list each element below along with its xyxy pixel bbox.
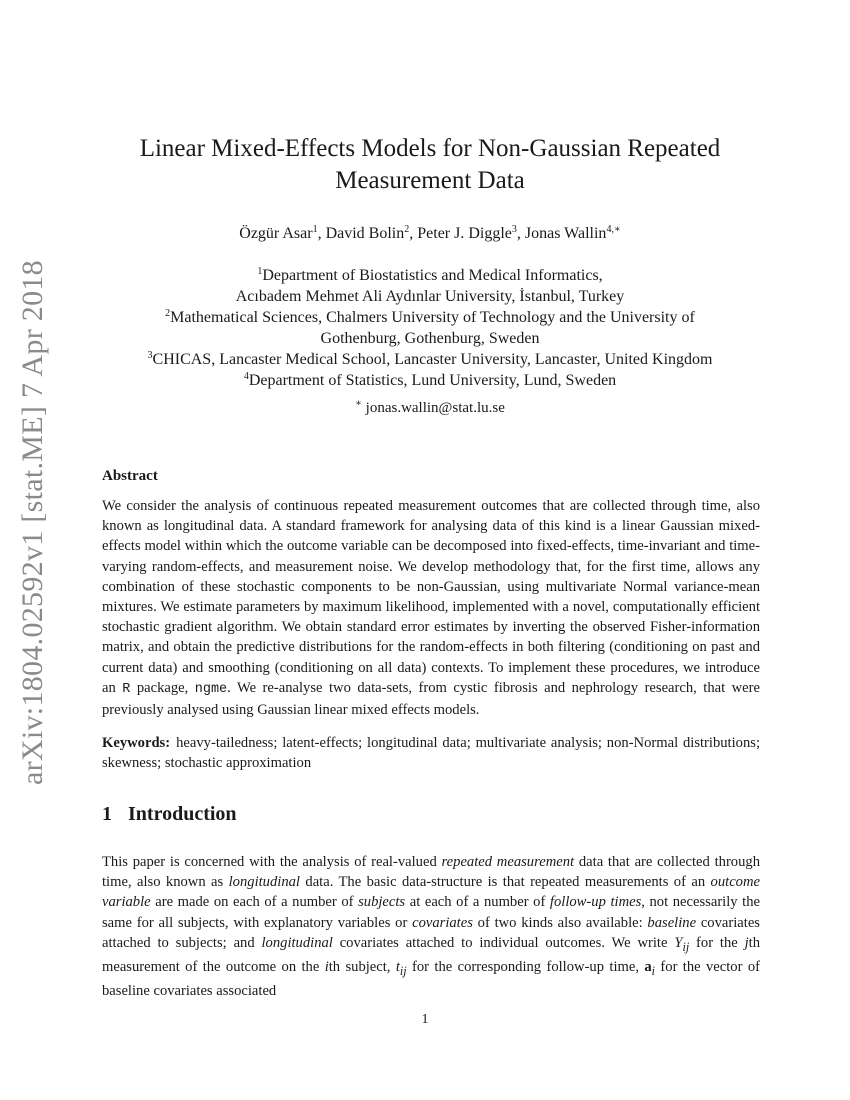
abstract-heading: Abstract [102, 468, 158, 484]
math-i: i [324, 958, 329, 975]
introduction-paragraph: This paper is concerned with the analysis of real-valued repeated measurement data that are collected through time, also known as longitudinal data. The basic data-structure is that repeated measurements of an outcome variable are made on each of a number of subjects at each of a number of follow-up times, not necessarily the same for all subjects, with explanatory variables or covariates of two kinds also available: baseline covariates attached to subjects; and longitudinal covariates attached to individual outcomes. We write $Y_{ij}$ for the jth measurement of the outcome on the ith subject, $t_{ij}$ for the corresponding follow-up time, $a_i$ for the vector of baseline covariates associated [102, 854, 761, 1000]
title-line-2: Measurement Data [335, 167, 525, 194]
author-name: Özgür Asar [239, 225, 313, 242]
inline-code-package: ngme [194, 681, 228, 697]
abstract-text: We consider the analysis of continuous repeated measurement outcomes that are collected through time, also known as longitudinal data. A standard framework for analysing data of this kind is a linear Gaussian mixed-effects model within which the outcome variable can be decomposed into fixed-effects, time-invariant and time-varying random-effects, and measurement noise. We develop methodology that, for the first time, allows any combination of these stochastic components to be non-Gaussian, using multivariate Normal variance-mean mixtures. We estimate parameters by maximum likelihood, implemented with a novel, computationally efficient stochastic gradient algorithm. We obtain standard error estimates by inverting the observed Fisher-information matrix, and obtain the predictive distributions for the random-effects in both filtering (conditioning on past and current data) and smoothing (conditioning on all data) contexts. To implement these procedures, we introduce an R package, ngme. We re-analyse two data-sets, from cystic fibrosis and nephrology research, that were previously analysed using Gaussian linear mixed effects models. [102, 498, 760, 719]
affiliations [100, 265, 760, 391]
math-a-vector: a [644, 958, 652, 975]
inline-code-r: R [122, 681, 131, 697]
author-name: David Bolin [325, 225, 405, 242]
affiliation-4: $^4$Department of Statistics, Lund University, Lund, Sweden [243, 371, 617, 389]
keywords-label: Keywords: [102, 735, 171, 751]
corresponding-mark: ∗ [355, 398, 362, 409]
affiliation-1-line-1: $^1$Department of Biostatistics and Medical Informatics, [257, 266, 603, 284]
author-affiliation-mark: 4,∗ [606, 224, 621, 235]
paper-title [100, 133, 760, 197]
affiliation-2-line-2: Gothenburg, Gothenburg, Sweden [320, 330, 540, 347]
author-list: Özgür Asar$^1$, David Bolin$^2$, Peter J. Diggle$^3$, Jonas Wallin$^{4,∗}$ [239, 224, 621, 242]
arxiv-identifier: arXiv:1804.02592v1 [stat.ME] 7 Apr 2018 [16, 260, 49, 785]
author-affiliation-mark: 3 [511, 224, 517, 235]
page-number: 1 [421, 1012, 429, 1027]
section-title: Introduction [128, 803, 237, 825]
math-t: t [395, 958, 400, 975]
section-heading-introduction [102, 803, 237, 826]
title-line-1: Linear Mixed-Effects Models for Non-Gaussian Repeated [139, 135, 721, 162]
corresponding-email [100, 398, 760, 419]
section-number: 1 [102, 803, 112, 825]
email-address[interactable]: jonas.wallin@stat.lu.se [365, 400, 505, 416]
keywords-text: heavy-tailedness; latent-effects; longitudinal data; multivariate analysis; non-Normal distributions; skewness; stochastic approximation [102, 735, 760, 771]
keywords [102, 733, 760, 773]
author-name: Jonas Wallin [524, 225, 607, 242]
math-Y: Y [674, 934, 683, 951]
author-affiliation-mark: 2 [404, 224, 410, 235]
math-j: j [744, 934, 749, 951]
affiliation-2-line-1: $^2$Mathematical Sciences, Chalmers University of Technology and the University of [165, 308, 695, 326]
author-affiliation-mark: 1 [312, 224, 318, 235]
affiliation-1-line-2: Acıbadem Mehmet Ali Aydınlar University, İstanbul, Turkey [235, 288, 625, 305]
affiliation-3: $^3$CHICAS, Lancaster Medical School, Lancaster University, Lancaster, United Kingdom [147, 350, 713, 368]
author-name: Peter J. Diggle [417, 225, 512, 242]
